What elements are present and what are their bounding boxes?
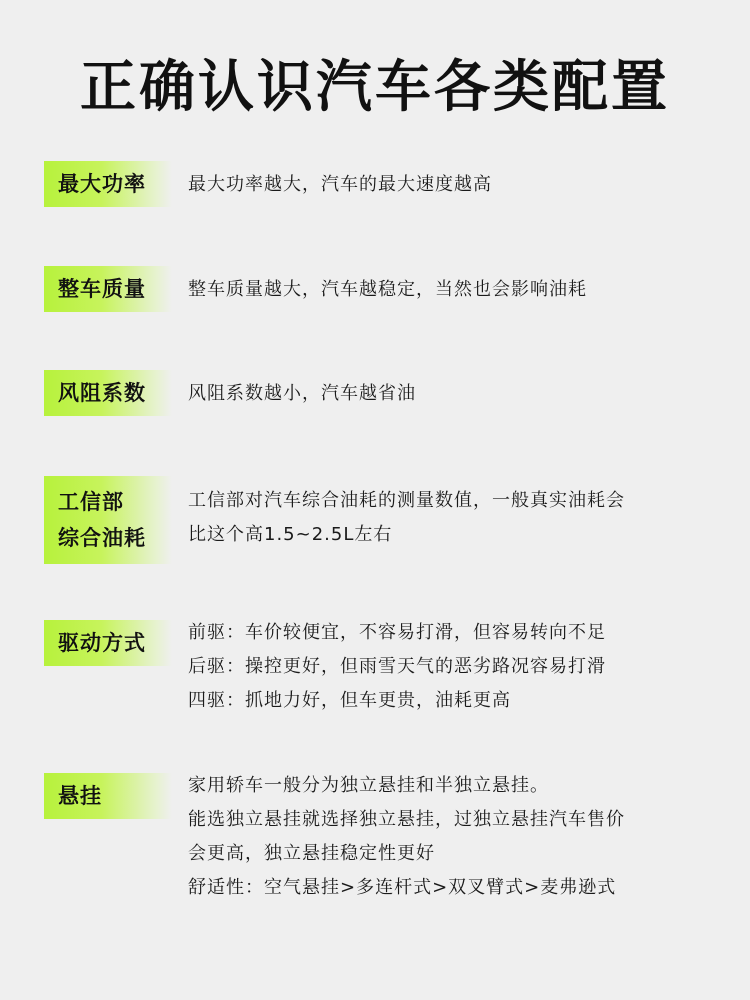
section-suspension xyxy=(44,765,714,915)
description-line: 整车质量越大，汽车越稳定，当然也会影响油耗 xyxy=(188,279,587,300)
description-line: 后驱：操控更好，但雨雪天气的恶劣路况容易打滑 xyxy=(188,656,606,677)
description-line: 能选独立悬挂就选择独立悬挂，过独立悬挂汽车售价 xyxy=(188,809,625,830)
tag-label: 风阻系数 xyxy=(58,381,146,405)
tag-label: 整车质量 xyxy=(58,277,146,301)
description-line: 会更高，独立悬挂稳定性更好 xyxy=(188,843,435,864)
description xyxy=(188,484,718,552)
tag-max-power xyxy=(44,161,172,207)
description xyxy=(188,377,718,411)
tag-label: 驱动方式 xyxy=(58,631,146,655)
tag-suspension xyxy=(44,773,172,819)
tag-label: 工信部 xyxy=(58,490,124,514)
section-miit-fuel-consumption xyxy=(44,476,714,566)
description xyxy=(188,273,718,307)
description-line: 四驱：抓地力好，但车更贵，油耗更高 xyxy=(188,690,511,711)
section-max-power xyxy=(44,160,714,210)
tag-label: 最大功率 xyxy=(58,172,146,196)
section-drag-coefficient xyxy=(44,369,714,419)
description xyxy=(188,168,718,202)
page-title: 正确认识汽车各类配置 xyxy=(80,55,670,120)
section-drive-type xyxy=(44,613,714,723)
description xyxy=(188,616,718,718)
tag-vehicle-mass xyxy=(44,266,172,312)
section-vehicle-mass xyxy=(44,265,714,315)
description-line: 前驱：车价较便宜，不容易打滑，但容易转向不足 xyxy=(188,622,606,643)
tag-drag-coefficient xyxy=(44,370,172,416)
tag-label: 悬挂 xyxy=(58,784,102,808)
description xyxy=(188,769,718,905)
tag-miit-fuel-consumption xyxy=(44,476,172,564)
description-line: 家用轿车一般分为独立悬挂和半独立悬挂。 xyxy=(188,775,549,796)
description-line: 风阻系数越小，汽车越省油 xyxy=(188,383,416,404)
tag-label: 综合油耗 xyxy=(58,526,146,550)
description-line: 最大功率越大，汽车的最大速度越高 xyxy=(188,174,492,195)
description-line: 舒适性：空气悬挂>多连杆式>双叉臂式>麦弗逊式 xyxy=(188,877,617,898)
description-line: 工信部对汽车综合油耗的测量数值，一般真实油耗会 xyxy=(188,490,625,511)
tag-drive-type xyxy=(44,620,172,666)
description-line: 比这个高1.5~2.5L左右 xyxy=(188,524,393,545)
